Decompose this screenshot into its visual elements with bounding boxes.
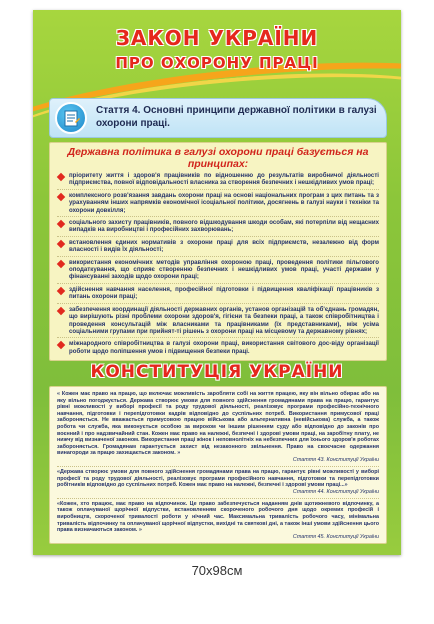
list-item: соціального захисту працівників, повного відшкодування шкоди особам, які потерпіли від нещасних випадків на виробництві і професійних захворювань; (57, 219, 379, 237)
safety-poster (33, 10, 401, 555)
list-item: здійснення навчання населення, професійної підготовки і підвищення кваліфікації працівників з питань охорони праці; (57, 286, 379, 304)
red-diamond-bullet-icon (57, 193, 65, 201)
constitution-article-text: «Кожен, хто працює, має право на відпочинок. Це право забезпечується наданням днів щотижневого відпочинку, а також оплачуваної щорічної відпустки, встановленням скороченого робочого дня щодо окремих професій і виробництв, скороченої тривалості роботи у нічний час. Максимальна тривалість робочого часу, мінімальна тривалість відпочинку та оплачуваної щорічної відпустки, вихідні та святкові дні, а також інші умови здійснення цього права визначаються законом. » (57, 500, 379, 534)
principles-heading: Державна політика в галузі охорони праці базується на принципах: (67, 146, 369, 170)
list-item: встановлення єдиних нормативів з охорони праці для всіх підприємств, незалежно від форм власності і видів їх діяльності; (57, 239, 379, 257)
poster-subtitle: ПРО ОХОРОНУ ПРАЦІ (115, 54, 319, 72)
list-item: міжнародного співробітництва в галузі охорони праці, використання світового дос-віду організації роботи щодо поліпшення умов і підвищення безпеки праці. (57, 340, 379, 357)
red-diamond-bullet-icon (57, 259, 65, 267)
constitution-title: КОНСТИТУЦІЯ УКРАЇНИ (90, 362, 344, 382)
poster-title: ЗАКОН УКРАЇНИ (115, 26, 319, 50)
constitution-article-text: « Кожен має право на працю, що включає можливість заробляти собі на життя працею, яку він вільно обирає або на яку вільно погоджується. Держава створює умови для повного здійснення громадянами права на працю, гарантує рівні можливості у виборі професії та роду трудової діяльності, реалізовує програми професійно-технічного навчання, підготовки і перепідготовки кадрів відповідно до суспільних потреб. Використання примусової праці забороняється. Не вважається примусовою працею військова або альтернативна (невійськова) служба, а також робота чи служба, яка виконується особою за вироком чи іншим рішенням суду або відповідно до законів про воєнний і про надзвичайний стан. Кожен має право на належні, безпечні і здорові умови праці, на заробітну плату, не нижчу від визначеної законом. Використання праці жінок і неповнолітніх на небезпечних для їхнього здоров'я роботах забороняється. Громадянам гарантується захист від незаконного звільнення. Право на своєчасне одержання винагороди за працю захищається законом. » (57, 391, 379, 457)
list-item: комплексного розв'язання завдань охорони праці на основі національних програм з цих питань та з урахуванням інших напрямків економічної ісоціальної політики, досягнень в галузі науки і техніки та охорони довкілля; (57, 192, 379, 217)
list-item: забезпечення координації діяльності державних органів, установ організацій та об'єднань громадян, що вирішують різні проблеми охорони здоров'я, гігієни та безпеки праці, а також співробітництва і проведення консультацій між власниками та працівниками (їх представниками), між усіма соціальними групами при прийнят-ті рішень з охорони праці на місцевому та державному рівнях; (57, 306, 379, 339)
poster-size-label: 70х98см (191, 563, 243, 578)
constitution-article-text: «Держава створює умови для повного здійснення громадянами права на працю, гарантує рівні можливості у виборі професії та роду трудової діяльності, реалізовує програми професійного навчання, підготовки та перепідготовки робітників відповідно до суспільних потреб. Кожен має право на належні, безпечні і здорові умови праці...» (57, 468, 379, 489)
principles-panel (49, 142, 387, 361)
list-item: використання економічних методів управління охороною праці, проведення політики пільгового оподаткування, що сприяє створенню безпечних і нешкідливих умов праці, участі держави у фінансуванні заходів щодо охорони праці; (57, 259, 379, 284)
red-diamond-bullet-icon (57, 341, 65, 349)
red-diamond-bullet-icon (57, 306, 65, 314)
constitution-panel (49, 386, 387, 544)
red-diamond-bullet-icon (57, 173, 65, 181)
list-item: пріоритету життя і здоров'я працівників по відношенню до результатів виробничої діяльності підприємства, повної відповідальності власника за створення безпечних і нешкідливих умов праці; (57, 172, 379, 190)
constitution-citation: Стаття 44. Конституції України (57, 489, 379, 499)
constitution-citation: Стаття 43. Конституції України (57, 457, 379, 467)
red-diamond-bullet-icon (57, 220, 65, 228)
article-title: Стаття 4. Основні принципи державної політики в галузі охорони праці. (96, 105, 377, 129)
red-diamond-bullet-icon (57, 240, 65, 248)
red-diamond-bullet-icon (57, 287, 65, 295)
article-header (49, 98, 387, 138)
constitution-citation: Стаття 45. Конституції України (292, 533, 379, 540)
document-icon (55, 102, 87, 134)
